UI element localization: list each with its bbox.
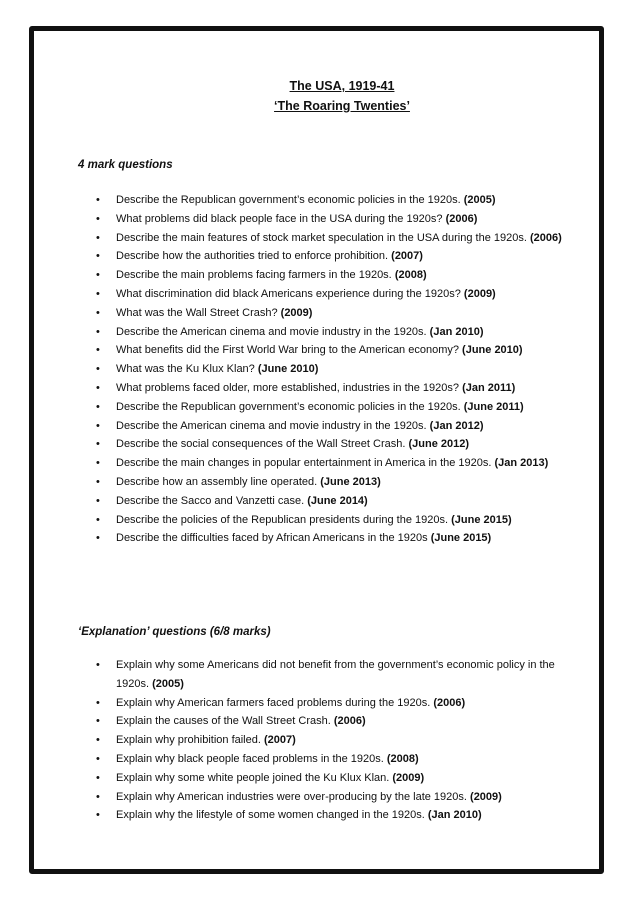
question-item <box>96 788 566 807</box>
question-item <box>96 731 566 750</box>
question-item <box>96 304 566 323</box>
question-item <box>96 694 566 713</box>
exam-date: (Jan 2010) <box>427 809 482 822</box>
question-text: What was the Wall Street Crash? <box>116 306 281 319</box>
exam-date: (2005) <box>152 677 184 690</box>
question-text: Explain why American industries were over-producing by the late 1920s. <box>116 790 471 803</box>
explanation-question-list <box>96 656 566 825</box>
question-text: Describe the Republican government’s economic policies in the 1920s. <box>116 194 464 206</box>
question-item <box>96 712 566 731</box>
bullet-icon: • <box>96 419 100 432</box>
question-item <box>96 379 566 398</box>
question-text: What discrimination did black Americans experience during the 1920s? <box>116 287 464 300</box>
bullet-icon: • <box>96 381 100 394</box>
exam-date: (2006) <box>445 212 478 225</box>
exam-date: (June 2010) <box>462 344 523 357</box>
bullet-icon: • <box>96 494 100 507</box>
question-item <box>96 398 566 417</box>
exam-date: (2006) <box>433 696 466 709</box>
question-item <box>96 247 566 266</box>
question-text: Describe the Sacco and Vanzetti case. <box>116 494 308 507</box>
question-text: Explain why American farmers faced problems during the 1920s. <box>116 696 434 709</box>
exam-date: (2009) <box>470 790 502 803</box>
bullet-icon: • <box>96 400 100 413</box>
exam-date: (June 2011) <box>463 400 524 413</box>
bullet-icon: • <box>96 287 100 300</box>
bullet-icon: • <box>96 344 100 357</box>
exam-date: (2006) <box>529 231 562 244</box>
exam-date: (2009) <box>463 287 496 300</box>
title-block <box>0 76 638 116</box>
section-heading-explanation: ‘Explanation’ questions (6/8 marks) <box>78 626 271 638</box>
question-text: Describe the difficulties faced by African Americans in the 1920s <box>116 532 431 545</box>
question-item <box>96 210 566 229</box>
bullet-icon: • <box>96 659 100 671</box>
four-mark-question-list <box>96 191 566 548</box>
exam-date: (June 2014) <box>307 494 368 507</box>
question-text: Explain why some Americans did not benefit from the government’s economic policy in the 1920s. <box>116 659 555 690</box>
exam-date: (2008) <box>386 752 419 765</box>
section-heading-4-mark: 4 mark questions <box>78 159 173 171</box>
question-item <box>96 656 566 694</box>
question-item <box>96 806 566 825</box>
question-text: Describe the main features of stock market speculation in the USA during the 1920s. <box>116 231 530 244</box>
question-text: Describe the policies of the Republican presidents during the 1920s. <box>116 513 452 526</box>
exam-date: (Jan 2011) <box>462 381 516 394</box>
exam-date: (June 2010) <box>257 363 319 376</box>
bullet-icon: • <box>96 194 100 206</box>
exam-date: (2007) <box>263 734 296 747</box>
exam-date: (June 2015) <box>451 513 512 526</box>
bullet-icon: • <box>96 231 100 244</box>
exam-date: (June 2013) <box>320 475 381 488</box>
question-item <box>96 492 566 511</box>
question-item <box>96 750 566 769</box>
exam-date: (2007) <box>391 250 423 263</box>
question-text: What problems faced older, more established, industries in the 1920s? <box>116 381 463 394</box>
question-item <box>96 191 566 210</box>
question-text: Describe the social consequences of the Wall Street Crash. <box>116 438 409 451</box>
bullet-icon: • <box>96 363 100 376</box>
exam-date: (June 2015) <box>430 532 492 545</box>
exam-date: (Jan 2012) <box>429 419 484 432</box>
page-title: The USA, 1919-41 <box>289 79 395 93</box>
question-item <box>96 266 566 285</box>
question-item <box>96 473 566 492</box>
question-text: What benefits did the First World War bring to the American economy? <box>116 344 463 357</box>
question-item <box>96 454 566 473</box>
question-text: Describe the main problems facing farmers in the 1920s. <box>116 269 395 282</box>
question-text: Explain why prohibition failed. <box>116 734 264 747</box>
question-item <box>96 285 566 304</box>
question-item <box>96 360 566 379</box>
question-item <box>96 511 566 530</box>
question-text: What was the Ku Klux Klan? <box>116 363 258 376</box>
bullet-icon: • <box>96 715 100 728</box>
question-text: Explain why the lifestyle of some women changed in the 1920s. <box>116 809 428 822</box>
bullet-icon: • <box>96 771 100 784</box>
exam-date: (Jan 2013) <box>494 457 549 470</box>
question-text: Explain why black people faced problems in the 1920s. <box>116 752 387 765</box>
bullet-icon: • <box>96 457 100 470</box>
bullet-icon: • <box>96 790 100 803</box>
bullet-icon: • <box>96 325 100 338</box>
bullet-icon: • <box>96 212 100 225</box>
question-item <box>96 435 566 454</box>
exam-date: (2009) <box>280 306 313 319</box>
question-item <box>96 417 566 436</box>
bullet-icon: • <box>96 269 100 282</box>
bullet-icon: • <box>96 475 100 488</box>
question-text: Describe how an assembly line operated. <box>116 475 321 488</box>
question-text: What problems did black people face in the USA during the 1920s? <box>116 212 446 225</box>
question-text: Describe how the authorities tried to enforce prohibition. <box>116 250 392 263</box>
question-item <box>96 769 566 788</box>
bullet-icon: • <box>96 532 100 545</box>
question-text: Describe the Republican government’s economic policies in the 1920s. <box>116 400 464 413</box>
page-subtitle: ‘The Roaring Twenties’ <box>274 99 410 113</box>
exam-date: (2008) <box>394 269 427 282</box>
question-item <box>96 323 566 342</box>
bullet-icon: • <box>96 513 100 526</box>
exam-date: (Jan 2010) <box>429 325 484 338</box>
exam-date: (2005) <box>463 194 496 206</box>
bullet-icon: • <box>96 734 100 747</box>
bullet-icon: • <box>96 250 100 263</box>
exam-date: (June 2012) <box>408 438 469 451</box>
question-item <box>96 341 566 360</box>
bullet-icon: • <box>96 696 100 709</box>
question-text: Describe the American cinema and movie industry in the 1920s. <box>116 419 430 432</box>
bullet-icon: • <box>96 809 100 822</box>
bullet-icon: • <box>96 752 100 765</box>
bullet-icon: • <box>96 306 100 319</box>
bullet-icon: • <box>96 438 100 451</box>
question-item <box>96 229 566 248</box>
question-text: Explain the causes of the Wall Street Crash. <box>116 715 334 728</box>
question-text: Explain why some white people joined the Ku Klux Klan. <box>116 771 393 784</box>
question-text: Describe the American cinema and movie industry in the 1920s. <box>116 325 430 338</box>
exam-date: (2009) <box>392 771 425 784</box>
exam-date: (2006) <box>333 715 366 728</box>
question-text: Describe the main changes in popular entertainment in America in the 1920s. <box>116 457 495 470</box>
question-item <box>96 529 566 548</box>
